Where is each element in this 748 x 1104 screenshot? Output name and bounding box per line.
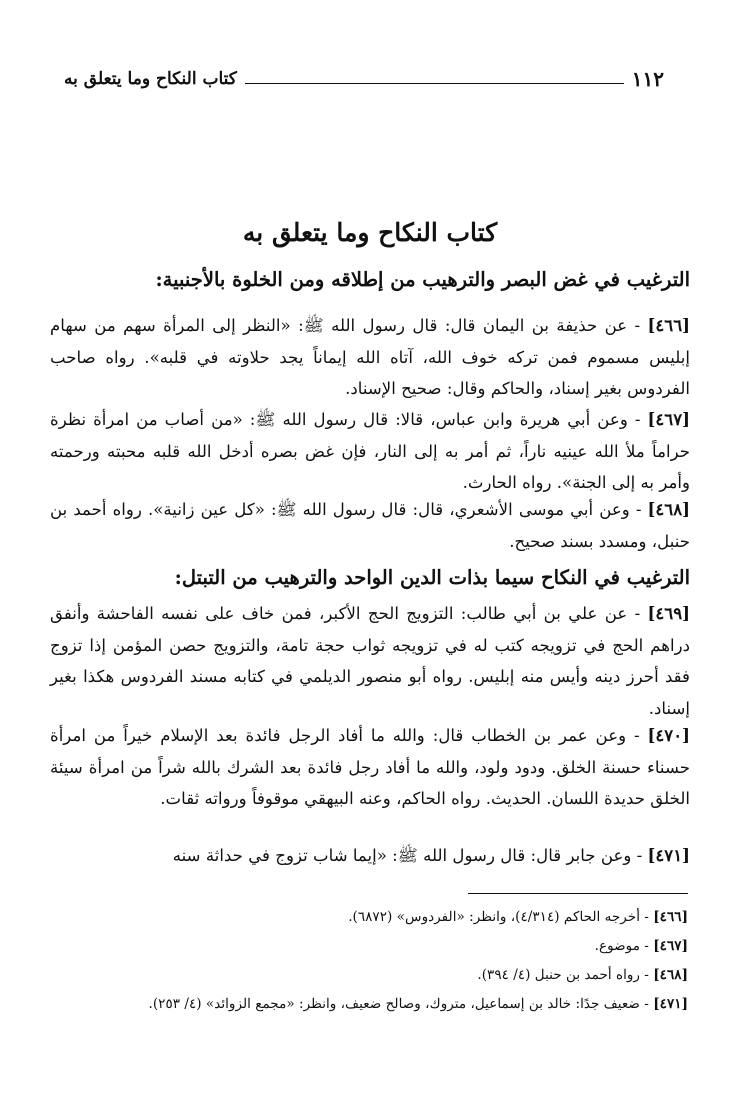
hadith-entry-471: [50, 840, 690, 872]
footnote-text: - رواه أحمد بن حنبل (٤/ ٣٩٤).: [477, 967, 654, 983]
section-heading-2: الترغيب في النكاح سيما بذات الدين الواحد والترهيب من التبتل:: [174, 566, 690, 589]
page-number: ١١٢: [631, 67, 664, 91]
entry-text: - وعن جابر قال: قال رسول الله ﷺ: «إيما شاب تزوج في حداثة سنه: [172, 846, 648, 865]
hadith-entry-466: [50, 310, 690, 405]
footnote-466: [48, 903, 688, 932]
header-rule: [245, 83, 624, 84]
entry-text: - وعن عمر بن الخطاب قال: والله ما أفاد الرجل فائدة بعد الإسلام خيراً من امرأة حسناء حسنة الخلق. ودود ولود، والله ما أفاد رجل فائدة بعد الشرك بالله شراً من امرأة سيئة الخلق حديدة اللسان. الحديث. رواه الحاكم، وعنه البيهقي موقوفاً ورواته ثقات.: [50, 726, 690, 808]
entry-number: [٤٦٦]: [647, 315, 690, 335]
entry-number: [٤٧١]: [647, 845, 690, 865]
entry-number: [٤٧٠]: [647, 725, 690, 745]
entry-text: - عن علي بن أبي طالب: التزويج الحج الأكبر، فمن خاف على نفسه الفاحشة وأنفق دراهم الحج في تزويجه كتب له في تزويجه ثواب حجة تامة، والتزويج حصن المؤمن إذا تزوج فقد أحرز دينه وأيس منه إبليس. رواه أبو منصور الديلمي في كتابه مسند الفردوس هكذا بغير إسناد.: [50, 604, 690, 718]
entry-number: [٤٦٧]: [647, 409, 690, 429]
footnote-text: - ضعيف جدًا: خالد بن إسماعيل، متروك، وصالح ضعيف، وانظر: «مجمع الزوائد» (٤/ ٢٥٣).: [148, 996, 654, 1012]
footnote-471: [48, 990, 688, 1019]
entry-text: - وعن أبي هريرة وابن عباس، قالا: قال رسول الله ﷺ: «من أصاب من امرأة نظرة حراماً ملأ الله عينيه ناراً، ثم أمر به إلى النار، فإن غض بصره أدخل الله قلبه محبته ورحمته وأمر به إلى الجنة». رواه الحارث.: [50, 410, 690, 492]
footnote-text: - موضوع.: [594, 938, 654, 954]
entry-number: [٤٦٨]: [647, 499, 690, 519]
footnote-467: [48, 932, 688, 961]
entry-text: - عن حذيفة بن اليمان قال: قال رسول الله ﷺ: «النظر إلى المرأة سهم من سهام إبليس مسموم فمن تركه خوف الله، آتاه الله إيماناً يجد حلاوته في قلبه». رواه صاحب الفردوس بغير إسناد، والحاكم وقال: صحيح الإسناد.: [50, 316, 690, 398]
section-heading-1: الترغيب في غض البصر والترهيب من إطلاقه ومن الخلوة بالأجنبية:: [155, 268, 690, 291]
hadith-entry-468: [50, 494, 690, 557]
footnote-number: [٤٦٧]: [653, 938, 688, 954]
footnotes: [48, 903, 688, 1019]
running-header: [64, 62, 664, 96]
hadith-entry-467: [50, 404, 690, 499]
hadith-entry-469: [50, 598, 690, 724]
footnote-separator: [468, 893, 688, 894]
entry-number: [٤٦٩]: [647, 603, 690, 623]
entry-text: - وعن أبي موسى الأشعري، قال: قال رسول الله ﷺ: «كل عين زانية». رواه أحمد بن حنبل، ومسدد بسند صحيح.: [50, 500, 690, 551]
footnote-468: [48, 961, 688, 990]
footnote-number: [٤٦٦]: [653, 909, 688, 925]
footnote-text: - أخرجه الحاكم (٤/٣١٤)، وانظر: «الفردوس» (٦٨٧٢).: [348, 909, 654, 925]
footnote-number: [٤٧١]: [653, 996, 688, 1012]
footnote-number: [٤٦٨]: [653, 967, 688, 983]
hadith-entry-470: [50, 720, 690, 815]
running-header-title: كتاب النكاح وما يتعلق به: [64, 69, 237, 89]
chapter-title: كتاب النكاح وما يتعلق به: [242, 218, 498, 247]
